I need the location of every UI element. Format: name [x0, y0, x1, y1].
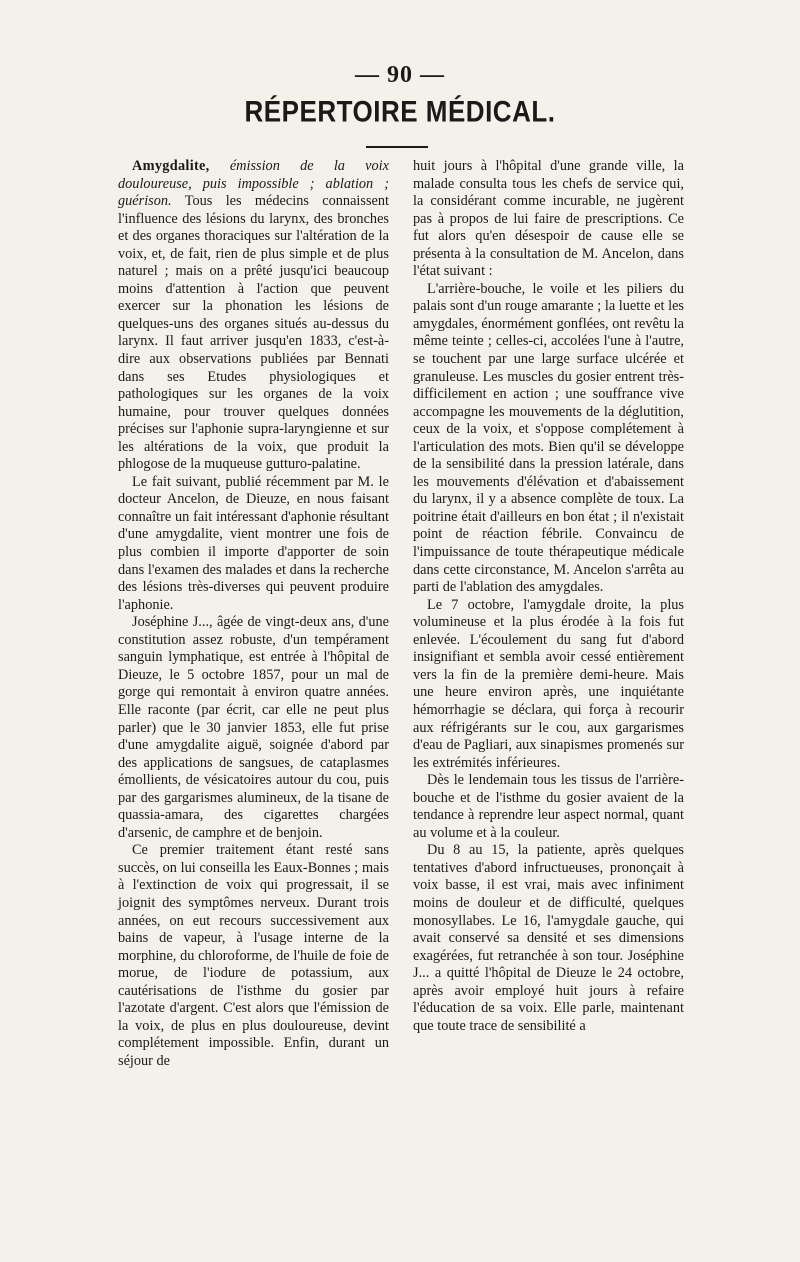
paragraph-continued: huit jours à l'hôpital d'une grande ville, la malade consulta tous les chefs de service qui, la considérant comme incurable, ne jugèrent pas à propos de lui faire de prescriptions. Ce fut alors qu'en désespoir de cause elle se présenta à la consultation de M. Ancelon, dans l'état suivant : — [413, 158, 684, 280]
article-headword: Amygdalite, — [132, 158, 210, 174]
paragraph: L'arrière-bouche, le voile et les piliers du palais sont d'un rouge amarante ; la luette et les amygdales, énormément gonflées, ont revêtu la même teinte ; celles-ci, accolées l'une à l'autre, se touchent par une large surface ulcérée et granuleuse. Les muscles du gosier entrent très-difficilement en action ; une souffrance vive accompagne les mouvements de la déglutition, ceux de la voix, et s'oppose complétement à l'articulation des mots. Bien qu'il se développe de la sensibilité dans la pression latérale, dans les mouvements d'élévation et d'abaissement du larynx, il y a absence complète de toux. La poitrine était d'ailleurs en bon état ; il n'existait point de réaction fébrile. Convaincu de l'impuissance de toute thérapeutique médicale dans cette circonstance, M. Ancelon s'arrêta au parti de l'ablation des amygdales. — [413, 280, 684, 596]
paragraph: Ce premier traitement étant resté sans succès, on lui conseilla les Eaux-Bonnes ; mais à l'extinction de voix qui progressait, il se joignit des symptômes nerveux. Durant trois années, on eut recours successivement aux bains de vapeur, à l'usage interne de la morphine, du chloroforme, de l'huile de foie de morue, de l'iodure de potassium, aux cautérisations de l'isthme du gosier par l'azotate d'argent. C'est alors que l'émission de la voix, de plus en plus douloureuse, devint complétement impossible. Enfin, durant un séjour de — [118, 842, 389, 1069]
paragraph: Joséphine J..., âgée de vingt-deux ans, d'une constitution assez robuste, d'un tempérament sanguin lymphatique, est entrée à l'hôpital de Dieuze, le 5 octobre 1857, pour un mal de gorge qui remontait à environ quatre années. Elle raconte (par écrit, car elle ne peut plus parler) que le 30 janvier 1853, elle fut prise d'une amygdalite aiguë, soignée d'abord par des applications de sangsues, de cataplasmes émollients, de vésicatoires autour du cou, puis par des gargarismes alumineux, de la tisane de quassia-amara, des cigarettes chargées d'arsenic, de camphre et de benjoin. — [118, 614, 389, 841]
paragraph-text: Tous les médecins connaissent l'influence des lésions du larynx, des bronches et des organes thoraciques sur l'altération de la voix, et, de fait, rien de plus simple et de plus naturel ; mais on a prêté jusqu'ici beaucoup moins d'attention à l'action que peuvent exercer sur la phonation les lésions de quelques-uns des organes situés au-dessus du larynx. Il faut arriver jusqu'en 1833, c'est-à-dire aux observations publiées par Bennati dans ses Etudes physiologiques et pathologiques sur les organes de la voix humaine, pour trouver quelques données précises sur l'aphonie supra-laryngienne et sur les altérations de la voix, que produit la phlogose de la muqueuse gutturo-palatine. — [118, 193, 389, 473]
page-number: — 90 — — [355, 62, 445, 88]
paragraph: Du 8 au 15, la patiente, après quelques tentatives d'abord infructueuses, prononçait à voix basse, il est vrai, mais avec infiniment moins de douleur et de difficulté, quelques monosyllabes. Le 16, l'amygdale gauche, qui avait conservé sa densité et ses dimensions exagérées, fut retranchée à son tour. Joséphine J... a quitté l'hôpital de Dieuze le 24 octobre, après avoir employé huit jours à refaire l'éducation de sa voix. Elle parle, maintenant que toute trace de sensibilité a — [413, 842, 684, 1034]
paragraph: Le fait suivant, publié récemment par M. le docteur Ancelon, de Dieuze, en nous faisant connaître un fait intéressant d'aphonie résultant d'une amygdalite, vient montrer une fois de plus combien il importe d'apporter de soin dans l'examen des malades et dans la recherche des lésions très-diverses qui peuvent produire l'aphonie. — [118, 473, 389, 613]
left-column — [118, 158, 389, 1070]
right-column — [413, 158, 684, 1070]
title-divider — [366, 146, 428, 148]
article-body — [118, 158, 684, 1070]
article-intro-paragraph — [118, 158, 389, 474]
article-subtitle: émission de la voix douloureuse, puis impossible ; ablation ; guérison. — [118, 158, 389, 210]
paragraph: Dès le lendemain tous les tissus de l'arrière-bouche et de l'isthme du gosier avaient de la tendance à reprendre leur aspect normal, quant au volume et à la couleur. — [413, 772, 684, 841]
paragraph: Le 7 octobre, l'amygdale droite, la plus volumineuse et la plus érodée à la fois fut enlevée. L'écoulement du sang fut d'abord insignifiant et sembla avoir cessé entièrement vers la fin de la première demi-heure. Mais une heure environ après, une inquiétante hémorrhagie se déclara, qui força à recourir aux réfrigérants sur le cou, aux gargarismes d'eau de Pagliari, aux sinapismes promenés sur les extrémités inférieures. — [413, 596, 684, 771]
page-title: RÉPERTOIRE MÉDICAL. — [244, 93, 556, 129]
